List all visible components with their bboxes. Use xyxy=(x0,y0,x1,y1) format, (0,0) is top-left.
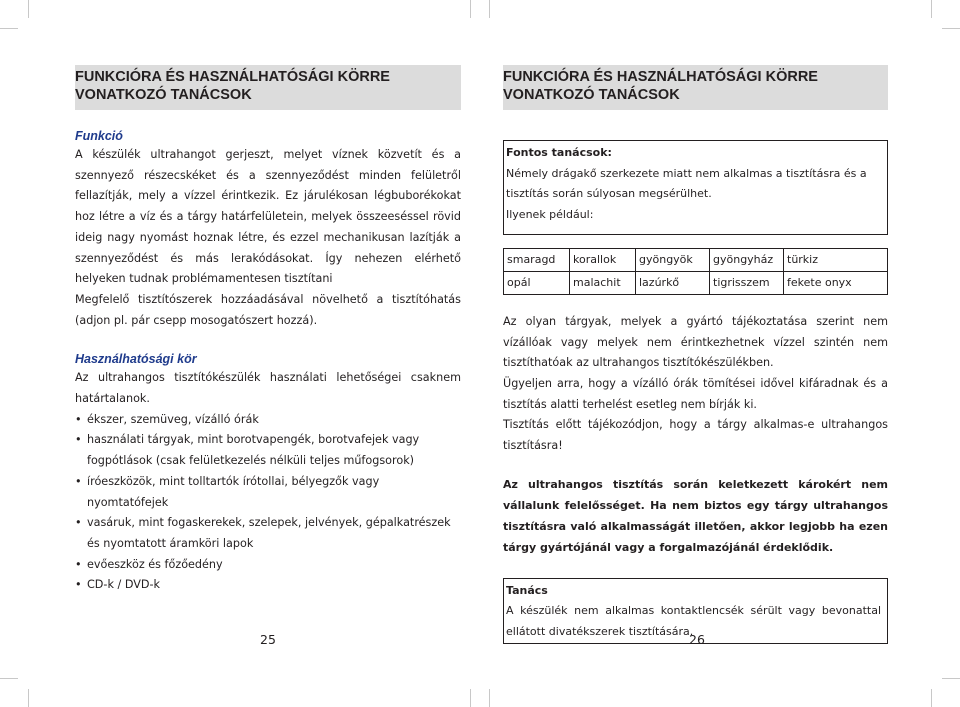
hasznalat-paragraph: Az ultrahangos tisztítókészülék használati lehetőségei csaknem határtalanok. xyxy=(75,371,461,406)
funkcio-heading: Funkció xyxy=(75,129,123,143)
crop-mark xyxy=(942,678,960,679)
table-row xyxy=(504,271,888,294)
table-cell: opál xyxy=(504,271,570,294)
bullet-icon: • xyxy=(75,474,82,488)
table-cell: türkiz xyxy=(784,248,888,271)
page-number-left: 25 xyxy=(260,632,276,647)
crop-mark xyxy=(489,689,490,707)
liability-warning xyxy=(503,474,888,558)
usage-list xyxy=(75,410,461,596)
list-item: • vasáruk, mint fogaskerekek, szelepek, jelvények, gépalkatrészek és nyomtatott áramköri lapok xyxy=(75,513,461,554)
bullet-icon: • xyxy=(75,578,82,592)
tips-text-2: Ilyenek például: xyxy=(506,208,594,222)
bullet-icon: • xyxy=(75,412,82,426)
list-item: • használati tárgyak, mint borotvapengék, borotvafejek vagy fogpótlások (csak felületkezelés nélküli teljes műfogsorok) xyxy=(75,430,461,471)
right-header-title: FUNKCIÓRA ÉS HASZNÁLHATÓSÁGI KÖRRE VONATKOZÓ TANÁCSOK xyxy=(503,69,818,103)
table-cell: fekete onyx xyxy=(784,271,888,294)
table-cell: gyöngyház xyxy=(710,248,784,271)
left-header-title: FUNKCIÓRA ÉS HASZNÁLHATÓSÁGI KÖRRE VONATKOZÓ TANÁCSOK xyxy=(75,69,390,103)
crop-mark xyxy=(931,0,932,18)
bullet-icon: • xyxy=(75,433,82,447)
hasznalat-heading: Használhatósági kör xyxy=(75,352,197,367)
list-item: • ékszer, szemüveg, vízálló órák xyxy=(75,410,461,431)
bullet-icon: • xyxy=(75,557,82,571)
tips-text: Némely drágakő szerkezete miatt nem alkalmas a tisztításra és a tisztítás során súlyosan megsérülhet. xyxy=(506,166,867,201)
list-item: • evőeszköz és főzőedény xyxy=(75,555,461,576)
gems-table xyxy=(503,248,888,295)
table-row xyxy=(504,248,888,271)
crop-mark xyxy=(470,0,471,18)
funkcio-paragraph-2: Megfelelő tisztítószerek hozzáadásával növelhető a tisztítóhatás (adjon pl. pár csepp mosogatószert hozzá). xyxy=(75,292,461,327)
funkcio-paragraph: A készülék ultrahangot gerjeszt, melyet víznek közvetít és a szennyező részecskéket és a szennyeződést minden felületről fellazítják, mely a vízzel érintkezik. Ez járulékosan légbuborékokat hoz létre a víz és a tárgy határfelületein, melyek összeeséssel rövid ideig nagy nyomást hoznak létre, és ezzel mechanikusan lazítják a szennyeződést és más lerakódásokat. Így nehezen elérhető helyeken tudnak problémamentesen tisztítani xyxy=(75,148,461,286)
table-cell: korallok xyxy=(570,248,636,271)
list-item: • íróeszközök, mint tolltartók írótollai, bélyegzők vagy nyomtatófejek xyxy=(75,472,461,513)
crop-mark xyxy=(489,0,490,18)
table-cell: malachit xyxy=(570,271,636,294)
crop-mark xyxy=(28,689,29,707)
table-cell: tigrisszem xyxy=(710,271,784,294)
page-number-right: 26 xyxy=(689,632,705,647)
crop-mark xyxy=(0,678,18,679)
para-waterproof: Az olyan tárgyak, melyek a gyártó tájékoztatása szerint nem vízállóak vagy melyek nem érintkezhetnek vízzel szintén nem tisztíthatóak az ultrahangos tisztítókészülékben. xyxy=(503,314,888,370)
table-cell: smaragd xyxy=(504,248,570,271)
list-item: • CD-k / DVD-k xyxy=(75,575,461,596)
right-page xyxy=(503,65,888,644)
crop-mark xyxy=(0,28,18,29)
bullet-icon: • xyxy=(75,516,82,530)
crop-mark xyxy=(470,689,471,707)
crop-mark xyxy=(931,689,932,707)
right-section-header xyxy=(503,65,888,110)
left-page xyxy=(75,65,461,596)
para-check: Tisztítás előtt tájékozódjon, hogy a tárgy alkalmas-e ultrahangos tisztításra! xyxy=(503,418,888,453)
crop-mark xyxy=(942,28,960,29)
table-cell: lazúrkő xyxy=(636,271,710,294)
left-section-header xyxy=(75,65,461,110)
tanacs-text: A készülék nem alkalmas kontaktlencsék sérült vagy bevonattal ellátott divatékszerek tisztítására. xyxy=(506,604,881,639)
tips-box xyxy=(503,140,888,235)
tanacs-title: Tanács xyxy=(506,583,548,597)
warning-text: Az ultrahangos tisztítás során keletkezett károkért nem vállalunk felelősséget. Ha nem biztos egy tárgy ultrahangos tisztításra való alkalmasságát illetően, akkor legjobb ha ezen tárgy gyártójánál vagy a forgalmazójánál érdeklődik. xyxy=(503,477,888,554)
crop-mark xyxy=(28,0,29,18)
table-cell: gyöngyök xyxy=(636,248,710,271)
para-watches: Ügyeljen arra, hogy a vízálló órák tömítései idővel kifáradnak és a tisztítás alatti terhelést esetleg nem bírják ki. xyxy=(503,376,888,411)
tips-title: Fontos tanácsok: xyxy=(506,146,612,159)
